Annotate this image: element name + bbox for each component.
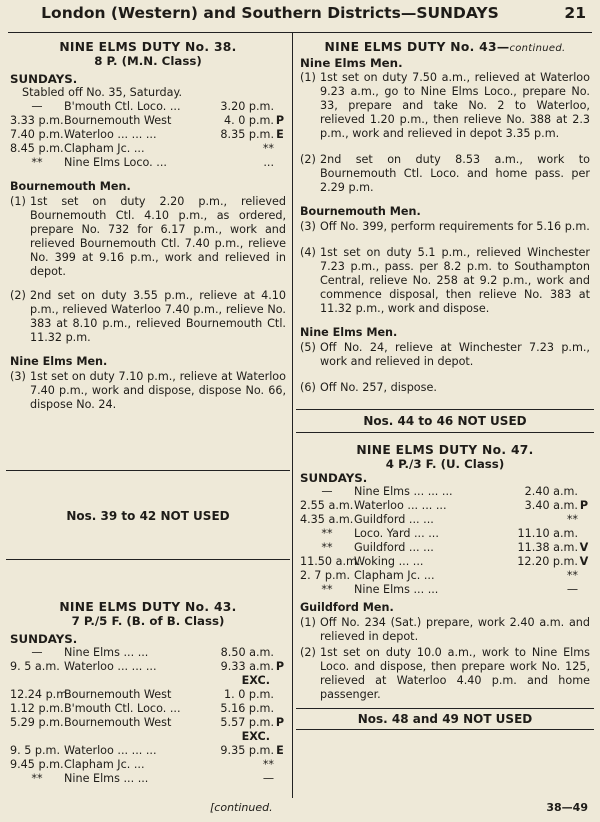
schedule-location: B'mouth Ctl. Loco. ... [64,100,181,113]
schedule-arr-time: 8.35 p.m. [220,128,274,141]
schedule-flag: V [579,541,589,554]
duty-38-title: NINE ELMS DUTY No. 38. [59,40,237,54]
schedule-flag [578,485,590,499]
note-text: 2nd set on duty 8.53 a.m., work to Bournemouth Ctl. Loco. and home pass. per 2.29 p.m. [320,153,590,194]
schedule-flag [274,100,286,114]
schedule-flag [274,142,286,156]
duty-43-group-nine-elms-2: Nine Elms Men. [300,326,398,339]
schedule-dep-time: 3.33 p.m. [10,114,64,127]
schedule-arr-time: ** [262,142,274,155]
schedule-location: Bournemouth West [64,688,172,701]
schedule-dep-time: 9. 5 p.m. [10,744,61,757]
schedule-dep-time: — [31,646,43,659]
schedule-flag: E [276,128,284,141]
schedule-row [10,772,286,786]
schedule-location: Clapham Jc. ... [64,142,145,155]
note-text: Off No. 234 (Sat.) prepare, work 2.40 a.m. and relieved in depot. [320,616,590,643]
schedule-row [10,142,286,156]
duty-38-group-bournemouth: Bournemouth Men. [10,180,131,193]
schedule-arr-time: ** [566,569,578,582]
schedule-dep-time: 2. 7 p.m. [300,569,351,582]
schedule-flag [274,758,286,772]
schedule-location: Bournemouth West [64,114,172,127]
schedule-dep-time: 9. 5 a.m. [10,660,60,673]
duty-note [300,341,590,369]
schedule-row [10,702,286,716]
duty-38-class: 8 P. (M.N. Class) [94,54,202,68]
schedule-dep-time: 2.55 a.m. [300,499,354,512]
schedule-location: Waterloo ... ... ... [64,128,157,141]
schedule-row [10,744,286,758]
note-number: (1) [300,616,316,629]
schedule-flag: P [275,716,285,729]
note-text: 1st set on duty 7.50 a.m., relieved at Waterloo 9.23 a.m., go to Nine Elms Loco., prepare No. 33, prepare and take No. 2 to Waterloo, relieved 1.20 p.m., then relieve No. 388 at 2.3 p.m., work and relieved in depot 3.35 p.m. [320,71,590,140]
duty-38-notes-bournemouth [10,195,286,345]
schedule-dep-time: 11.50 a.m. [300,555,361,568]
duty-38-group-nine-elms: Nine Elms Men. [10,355,108,368]
duty-note [300,153,590,195]
schedule-flag: P [579,499,589,512]
note-number: (3) [10,370,26,383]
schedule-dep-time: 5.29 p.m. [10,716,64,729]
schedule-location: Nine Elms ... ... [354,583,439,596]
schedule-flag [578,527,590,541]
duty-38-stabled: Stabled off No. 35, Saturday. [22,86,183,99]
schedule-location: Nine Elms ... ... ... [354,485,453,498]
schedule-arr-time: 9.35 p.m. [220,744,274,757]
schedule-arr-time: 2.40 a.m. [524,485,578,498]
schedule-flag [578,513,590,527]
duty-47-notes-guildford [300,616,590,702]
note-number: (1) [300,71,316,84]
schedule-location: Waterloo ... ... ... [354,499,447,512]
schedule-row [300,527,590,541]
duty-43-schedule-2 [10,688,286,730]
not-used-39-42: Nos. 39 to 42 NOT USED [66,509,230,523]
duty-38-schedule [10,100,286,170]
schedule-flag [578,569,590,583]
schedule-location: Guildford ... ... [354,541,434,554]
schedule-dep-time: ** [31,156,43,169]
schedule-arr-time: 12.20 p.m. [517,555,578,568]
note-text: Off No. 24, relieve at Winchester 7.23 p.m., work and relieved in depot. [320,341,590,368]
schedule-arr-time: 1. 0 p.m. [223,688,274,701]
duty-range: 38—49 [546,801,588,814]
note-number: (1) [10,195,26,208]
note-number: (2) [300,646,316,659]
duty-43-group-bournemouth: Bournemouth Men. [300,205,421,218]
schedule-location: Clapham Jc. ... [354,569,435,582]
note-text: 1st set on duty 2.20 p.m., relieved Bournemouth Ctl. 4.10 p.m., as ordered, prepare No. 732 for 6.17 p.m., work and relieved Bournemouth Ctl. 7.40 p.m., relieve No. 399 at 9.16 p.m., work and relieved in depot. [30,195,286,278]
duty-43-continued-label: NINE ELMS DUTY No. 43— [324,40,510,54]
note-number: (4) [300,246,316,259]
schedule-arr-time: 5.16 p.m. [220,702,274,715]
schedule-arr-time: — [262,772,274,785]
duty-43-notes-bournemouth [300,220,590,316]
duty-43-exc-1: EXC. [241,674,270,687]
schedule-row [300,499,590,513]
schedule-flag [578,583,590,597]
schedule-arr-time: 4. 0 p.m. [223,114,274,127]
duty-note [10,289,286,345]
duty-note [300,246,590,316]
schedule-row [300,569,590,583]
schedule-row [10,128,286,142]
schedule-location: Loco. Yard ... ... [354,527,439,540]
schedule-dep-time: 9.45 p.m. [10,758,64,771]
schedule-arr-time: — [566,583,578,596]
schedule-row [10,156,286,170]
schedule-location: Waterloo ... ... ... [64,660,157,673]
duty-note [300,646,590,702]
schedule-arr-time: ... [263,156,274,169]
note-number: (3) [300,220,316,233]
note-number: (2) [10,289,26,302]
note-number: (6) [300,381,316,394]
schedule-location: Clapham Jc. ... [64,758,145,771]
duty-47-sundays: SUNDAYS. [300,471,368,485]
schedule-location: Guildford ... ... [354,513,434,526]
schedule-dep-time: — [321,485,333,498]
continued-suffix: continued. [509,43,566,54]
schedule-arr-time: 11.38 a.m. [517,541,578,554]
schedule-flag: E [276,744,284,757]
duty-note [300,381,590,395]
duty-43-notes-nine-elms [300,71,590,195]
schedule-row [300,555,590,569]
schedule-dep-time: ** [321,583,333,596]
duty-43-schedule-3 [10,744,286,786]
schedule-flag [274,156,286,170]
duty-note [300,616,590,644]
note-text: Off No. 399, perform requirements for 5.16 p.m. [320,220,590,233]
schedule-row [300,541,590,555]
schedule-dep-time: — [31,100,43,113]
duty-note [300,220,590,234]
duty-note [10,370,286,412]
schedule-arr-time: 11.10 a.m. [517,527,578,540]
left-column [10,40,286,786]
schedule-row [10,660,286,674]
schedule-dep-time: 8.45 p.m. [10,142,64,155]
duty-47-class: 4 P./3 F. (U. Class) [385,457,505,471]
schedule-arr-time: ** [566,513,578,526]
note-text: 1st set on duty 7.10 p.m., relieve at Waterloo 7.40 p.m., work and dispose, dispose No. 66, dispose No. 24. [30,370,286,411]
note-number: (2) [300,153,316,166]
schedule-location: B'mouth Ctl. Loco. ... [64,702,181,715]
schedule-row [10,646,286,660]
schedule-arr-time: 5.57 p.m. [220,716,274,729]
duty-note [10,195,286,279]
schedule-row [10,688,286,702]
duty-47-group-guildford: Guildford Men. [300,601,394,614]
right-column [300,40,590,730]
duty-43-class: 7 P./5 F. (B. of B. Class) [71,614,225,628]
schedule-flag [274,688,286,702]
schedule-flag [274,646,286,660]
duty-43-continued-title [300,40,590,56]
schedule-location: Woking ... ... [354,555,424,568]
schedule-dep-time: ** [31,772,43,785]
note-text: 1st set on duty 5.1 p.m., relieved Winchester 7.23 p.m., pass. per 8.2 p.m. to Southampton Central, relieve No. 258 at 9.2 p.m., work and commence disposal, then relieve No. 383 at 11.32 p.m., work and dispose. [320,246,590,315]
schedule-dep-time: 7.40 p.m. [10,128,64,141]
schedule-flag [274,702,286,716]
duty-38-notes-nine-elms [10,370,286,412]
page-title: London (Western) and Southern Districts—SUNDAYS [41,4,499,22]
schedule-flag: P [275,660,285,673]
not-used-48-49: Nos. 48 and 49 NOT USED [357,712,533,726]
schedule-flag: V [579,555,589,568]
schedule-row [300,513,590,527]
schedule-arr-time: 8.50 a.m. [220,646,274,659]
column-divider [292,33,293,798]
schedule-row [300,583,590,597]
duty-43-sundays: SUNDAYS. [10,632,78,646]
schedule-dep-time: 4.35 a.m. [300,513,354,526]
note-text: 2nd set on duty 3.55 p.m., relieve at 4.10 p.m., relieved Waterloo 7.40 p.m., relieve No. 383 at 8.10 p.m., relieved Bournemouth Ctl. 11.32 p.m. [30,289,286,344]
note-number: (5) [300,341,316,354]
schedule-row [10,716,286,730]
schedule-dep-time: ** [321,527,333,540]
duty-43-notes-nine-elms-2 [300,341,590,395]
schedule-row [10,114,286,128]
schedule-arr-time: 3.40 a.m. [524,499,578,512]
duty-47-schedule [300,485,590,597]
schedule-location: Bournemouth West [64,716,172,729]
schedule-row [300,485,590,499]
schedule-dep-time: ** [321,541,333,554]
duty-43-title: NINE ELMS DUTY No. 43. [59,600,237,614]
duty-note [300,71,590,141]
section-rule [296,729,594,730]
schedule-flag [274,772,286,786]
schedule-location: Waterloo ... ... ... [64,744,157,757]
duty-43-schedule-1 [10,646,286,674]
duty-43-group-nine-elms: Nine Elms Men. [300,56,403,70]
schedule-arr-time: ** [262,758,274,771]
schedule-dep-time: 1.12 p.m. [10,702,64,715]
duty-47-title: NINE ELMS DUTY No. 47. [356,443,534,457]
schedule-location: Nine Elms Loco. ... [64,156,167,169]
duty-43-exc-2: EXC. [241,730,270,743]
schedule-location: Nine Elms ... ... [64,646,149,659]
note-text: 1st set on duty 10.0 a.m., work to Nine Elms Loco. and dispose, then prepare work No. 125, relieved at Waterloo 4.40 p.m. and home passenger. [320,646,590,701]
page-number: 21 [564,4,586,22]
schedule-location: Nine Elms ... ... [64,772,149,785]
schedule-arr-time: 9.33 a.m. [220,660,274,673]
not-used-44-46: Nos. 44 to 46 NOT USED [363,414,527,428]
page-header [0,0,600,34]
schedule-row [10,758,286,772]
note-text: Off No. 257, dispose. [320,381,437,394]
header-rule [8,32,592,33]
schedule-arr-time: 3.20 p.m. [220,100,274,113]
schedule-row [10,100,286,114]
continued-note: [continued. [210,801,273,814]
duty-38-sundays: SUNDAYS. [10,72,78,86]
schedule-flag: P [275,114,285,127]
schedule-dep-time: 12.24 p.m. [10,688,71,701]
